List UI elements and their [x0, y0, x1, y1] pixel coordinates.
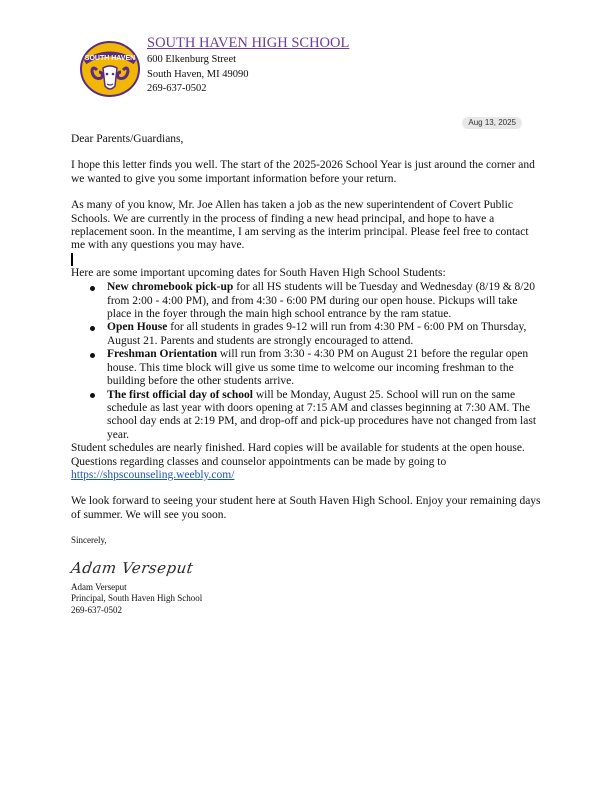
schedules-paragraph — [71, 442, 541, 482]
closing-paragraph: We look forward to seeing your student here at South Haven High School. Enjoy your remaining days of summer. We will see you soon. — [71, 495, 541, 521]
date-item-text: will run from 3:30 - 4:30 PM on August 21 before the regular open house. This time block will give us some time to welcome our incoming freshman to the building before the other students arrive. — [107, 348, 529, 388]
address-line-2: South Haven, MI 49090 — [147, 68, 249, 80]
school-name-link[interactable]: SOUTH HAVEN HIGH SCHOOL — [147, 35, 350, 51]
intro-paragraph: I hope this letter finds you well. The start of the 2025-2026 School Year is just around the corner and we wanted to give you some important information before your return. — [71, 159, 535, 185]
signer-phone: 269-637-0502 — [71, 604, 122, 615]
letter-body — [71, 133, 541, 616]
ram-logo-icon — [79, 40, 141, 98]
text-cursor — [71, 253, 73, 266]
list-item — [107, 389, 541, 443]
date-item-text: for all HS students will be Tuesday and Wednesday (8/19 & 8/20 from 2:00 - 4:00 PM), and from 4:30 - 6:00 PM during our open house. Pickups will take place in the foyer through the main high school entrance by the ram statue. — [107, 281, 535, 321]
list-item — [107, 321, 541, 348]
date-item-text: for all students in grades 9-12 will run from 4:30 PM - 6:00 PM on Thursday, August 21. Parents and students are strongly encouraged to attend. — [107, 321, 527, 347]
salutation: Dear Parents/Guardians, — [71, 133, 184, 145]
signer-name: Adam Verseput — [71, 581, 127, 592]
signoff: Sincerely, — [71, 535, 107, 546]
transition-paragraph: As many of you know, Mr. Joe Allen has taken a job as the new superintendent of Covert Public Schools. We are currently in the process of finding a new head principal, and hope to have a replacement soon. In the meantime, I am serving as the interim principal. Please feel free to contact me with any questions you may have. — [71, 199, 529, 252]
list-item — [107, 281, 541, 321]
date-chip[interactable]: Aug 13, 2025 — [462, 117, 522, 129]
school-phone: 269-637-0502 — [147, 83, 207, 94]
counseling-link[interactable]: https://shpscounseling.weebly.com/ — [71, 468, 235, 481]
schedules-text: Student schedules are nearly finished. Hard copies will be available for students at the open house. Questions regarding classes and counselor appointments can be made by going to — [71, 442, 525, 468]
signer-block — [71, 582, 541, 617]
dates-intro: Here are some important upcoming dates for South Haven High School Students: — [71, 266, 446, 279]
important-dates-list — [71, 281, 541, 442]
list-item — [107, 348, 541, 388]
signer-title: Principal, South Haven High School — [71, 593, 203, 604]
date-item-title: New chromebook pick-up — [107, 281, 234, 294]
address-line-1: 600 Elkenburg Street — [147, 54, 237, 65]
date-item-title: The first official day of school — [107, 388, 253, 401]
logo-text: SOUTH HAVEN — [84, 55, 136, 62]
date-item-title: Open House — [107, 321, 168, 334]
date-item-text: will be Monday, August 25. School will run on the same schedule as last year with doors opening at 7:15 AM and classes beginning at 7:30 AM. The school day ends at 2:19 PM, and drop-off and pick-up procedures have not changed from last year. — [107, 388, 537, 441]
letterhead — [147, 34, 349, 97]
date-item-title: Freshman Orientation — [107, 348, 217, 361]
signature: Adam Verseput — [69, 559, 195, 578]
